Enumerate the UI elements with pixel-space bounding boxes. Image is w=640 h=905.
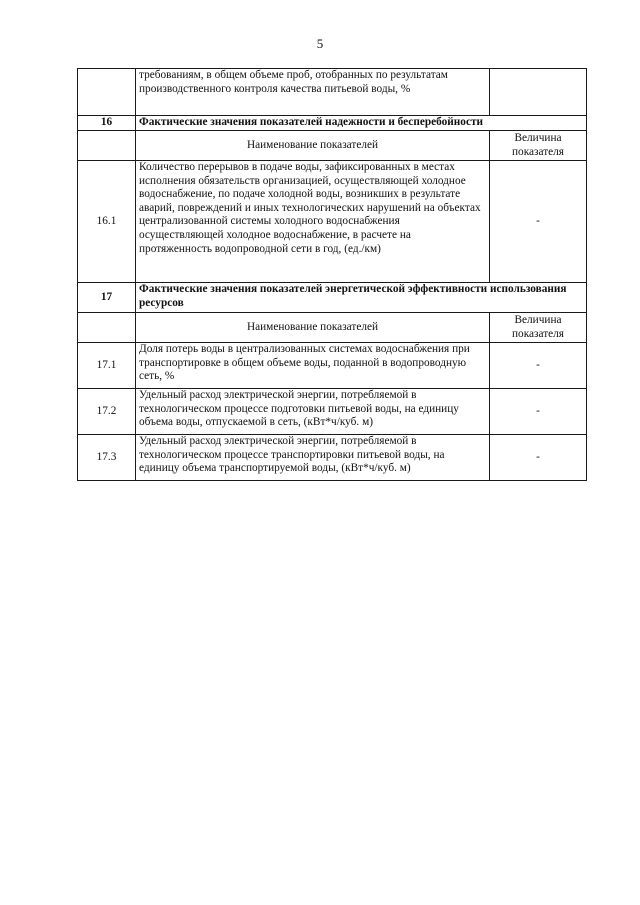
row-number-cell: 17.2	[78, 389, 136, 435]
row-value-cell: -	[490, 435, 587, 481]
section-17-header-empty	[78, 313, 136, 343]
section-17-title: Фактические значения показателей энергетической эффективности использования ресурсов	[136, 283, 587, 313]
section-16-number: 16	[78, 116, 136, 131]
section-16-header-value: Величина показателя	[490, 131, 587, 161]
table-row-17-2	[78, 389, 587, 435]
page-number: 5	[316, 36, 324, 51]
section-16-title: Фактические значения показателей надежности и бесперебойности	[136, 116, 587, 131]
section-17-header-row	[78, 313, 587, 343]
row-number-cell: 16.1	[78, 161, 136, 283]
row-text-cell: требованиям, в общем объеме проб, отобранных по результатам производственного контроля качества питьевой воды, %	[136, 69, 490, 116]
section-17-title-row	[78, 283, 587, 313]
row-value-cell: -	[490, 161, 587, 283]
row-text-cell: Удельный расход электрической энергии, потребляемой в технологическом процессе транспортировки питьевой воды, на единицу объема транспортируемой воды, (кВт*ч/куб. м)	[136, 435, 490, 481]
row-text-cell: Количество перерывов в подаче воды, зафиксированных в местах исполнения обязательств организацией, осуществляющей холодное водоснабжение, по подаче холодной воды, возникших в результате аварий, повреждений и иных технологических нарушений на объектах централизованной системы холодного водоснабжения осуществляющей холодное водоснабжение, в расчете на протяженность водопроводной сети в год, (ед./км)	[136, 161, 490, 283]
table-row-16-1	[78, 161, 587, 283]
table-row-continuation	[78, 69, 587, 116]
section-16-title-row	[78, 116, 587, 131]
table-row-17-3	[78, 435, 587, 481]
table-row-17-1	[78, 343, 587, 389]
indicators-table	[77, 68, 587, 481]
row-number-cell: 17.1	[78, 343, 136, 389]
section-17-number: 17	[78, 283, 136, 313]
section-16-header-name: Наименование показателей	[136, 131, 490, 161]
section-16-header-empty	[78, 131, 136, 161]
row-value-cell: -	[490, 389, 587, 435]
row-value-cell: -	[490, 343, 587, 389]
section-17-header-name: Наименование показателей	[136, 313, 490, 343]
row-number-cell: 17.3	[78, 435, 136, 481]
row-value-cell	[490, 69, 587, 116]
row-text-cell: Доля потерь воды в централизованных системах водоснабжения при транспортировке в общем объеме воды, поданной в водопроводную сеть, %	[136, 343, 490, 389]
section-17-header-value: Величина показателя	[490, 313, 587, 343]
row-number-cell	[78, 69, 136, 116]
section-16-header-row	[78, 131, 587, 161]
row-text-cell: Удельный расход электрической энергии, потребляемой в технологическом процессе подготовки питьевой воды, на единицу объема воды, отпускаемой в сеть, (кВт*ч/куб. м)	[136, 389, 490, 435]
